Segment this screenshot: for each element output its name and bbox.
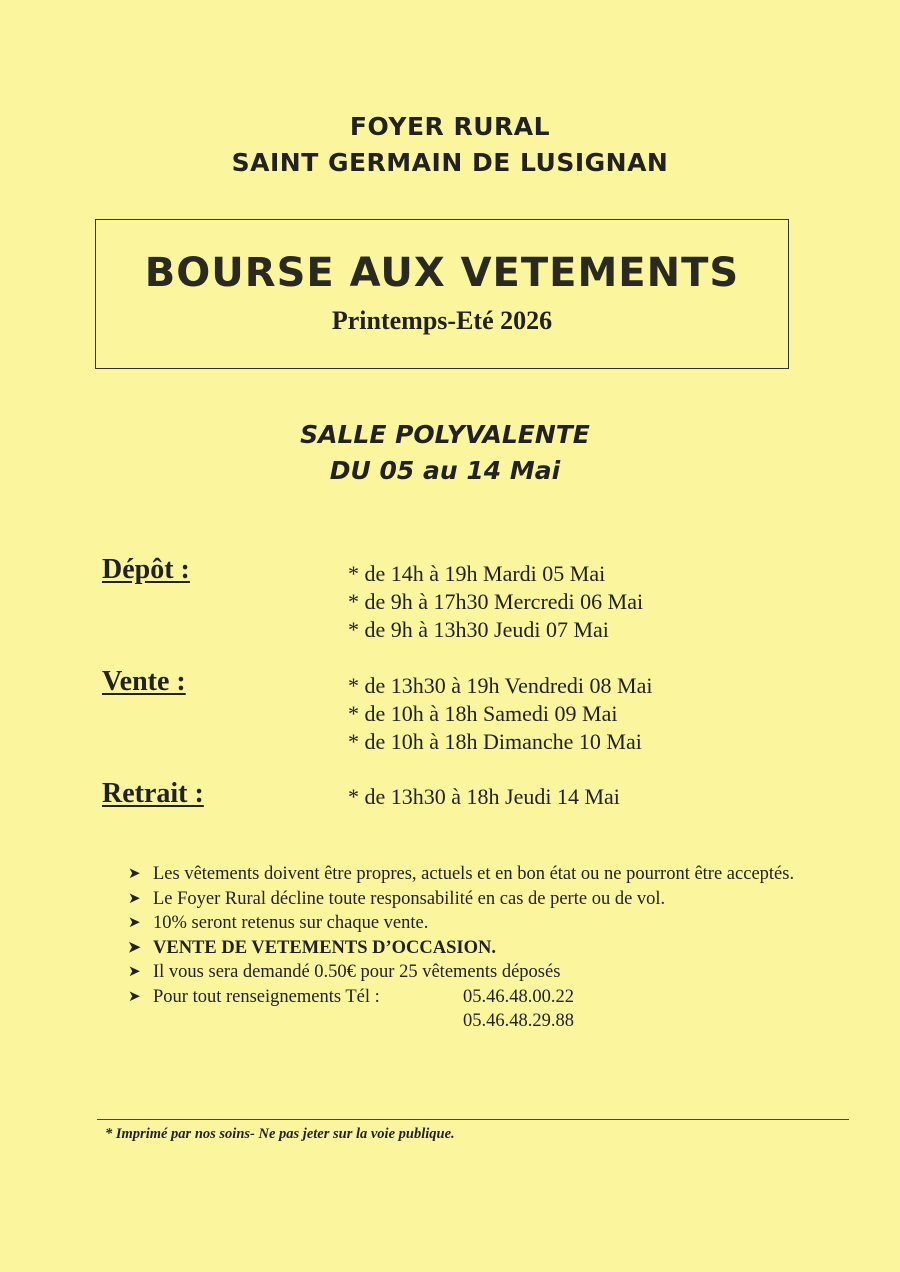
note-text: Il vous sera demandé 0.50€ pour 25 vêtements déposés xyxy=(153,962,561,982)
depot-label: Dépôt : xyxy=(102,554,190,585)
arrow-bullet-icon: ➤ xyxy=(128,890,141,907)
retrait-slot-1: * de 13h30 à 18h Jeudi 14 Mai xyxy=(348,784,620,809)
note-text: VENTE DE VETEMENTS D’OCCASION. xyxy=(153,937,496,958)
depot-slot-3: * de 9h à 13h30 Jeudi 07 Mai xyxy=(348,617,609,642)
note-item xyxy=(128,862,808,887)
note-item-phone xyxy=(128,985,808,1010)
phone-number-1: 05.46.48.00.22 xyxy=(463,986,574,1007)
event-title: BOURSE AUX VETEMENTS xyxy=(144,250,740,296)
notes-list xyxy=(128,862,808,1034)
vente-slot-1: * de 13h30 à 19h Vendredi 08 Mai xyxy=(348,673,653,698)
retrait-label: Retrait : xyxy=(102,778,204,809)
org-name: FOYER RURAL xyxy=(349,112,551,141)
event-dates: DU 05 au 14 Mai xyxy=(329,456,561,485)
arrow-bullet-icon: ➤ xyxy=(128,988,141,1005)
depot-slot-2: * de 9h à 17h30 Mercredi 06 Mai xyxy=(348,589,644,614)
footer-notice: * Imprimé par nos soins- Ne pas jeter sur la voie publique. xyxy=(105,1126,455,1142)
note-text: Les vêtements doivent être propres, actuels et en bon état ou ne pourront être acceptés. xyxy=(153,864,795,884)
note-item xyxy=(128,936,808,961)
note-item xyxy=(128,960,808,985)
note-item xyxy=(128,911,808,936)
title-box xyxy=(95,219,789,369)
footer-divider xyxy=(97,1119,849,1120)
arrow-bullet-icon: ➤ xyxy=(128,964,141,980)
note-text: Pour tout renseignements Tél : xyxy=(153,986,380,1007)
note-text: Le Foyer Rural décline toute responsabilité en cas de perte ou de vol. xyxy=(153,888,666,909)
org-location: SAINT GERMAIN DE LUSIGNAN xyxy=(231,148,669,177)
note-text: 10% seront retenus sur chaque vente. xyxy=(153,913,429,933)
note-item xyxy=(128,887,808,912)
arrow-bullet-icon: ➤ xyxy=(128,939,141,956)
vente-slot-2: * de 10h à 18h Samedi 09 Mai xyxy=(348,701,618,726)
arrow-bullet-icon: ➤ xyxy=(128,915,141,931)
vente-slot-3: * de 10h à 18h Dimanche 10 Mai xyxy=(348,729,642,754)
arrow-bullet-icon: ➤ xyxy=(128,866,141,882)
depot-slot-1: * de 14h à 19h Mardi 05 Mai xyxy=(348,561,606,586)
venue-name: SALLE POLYVALENTE xyxy=(300,420,590,449)
vente-label: Vente : xyxy=(102,666,186,697)
event-season: Printemps-Eté 2026 xyxy=(331,306,553,335)
phone-number-2: 05.46.48.29.88 xyxy=(463,1011,574,1031)
